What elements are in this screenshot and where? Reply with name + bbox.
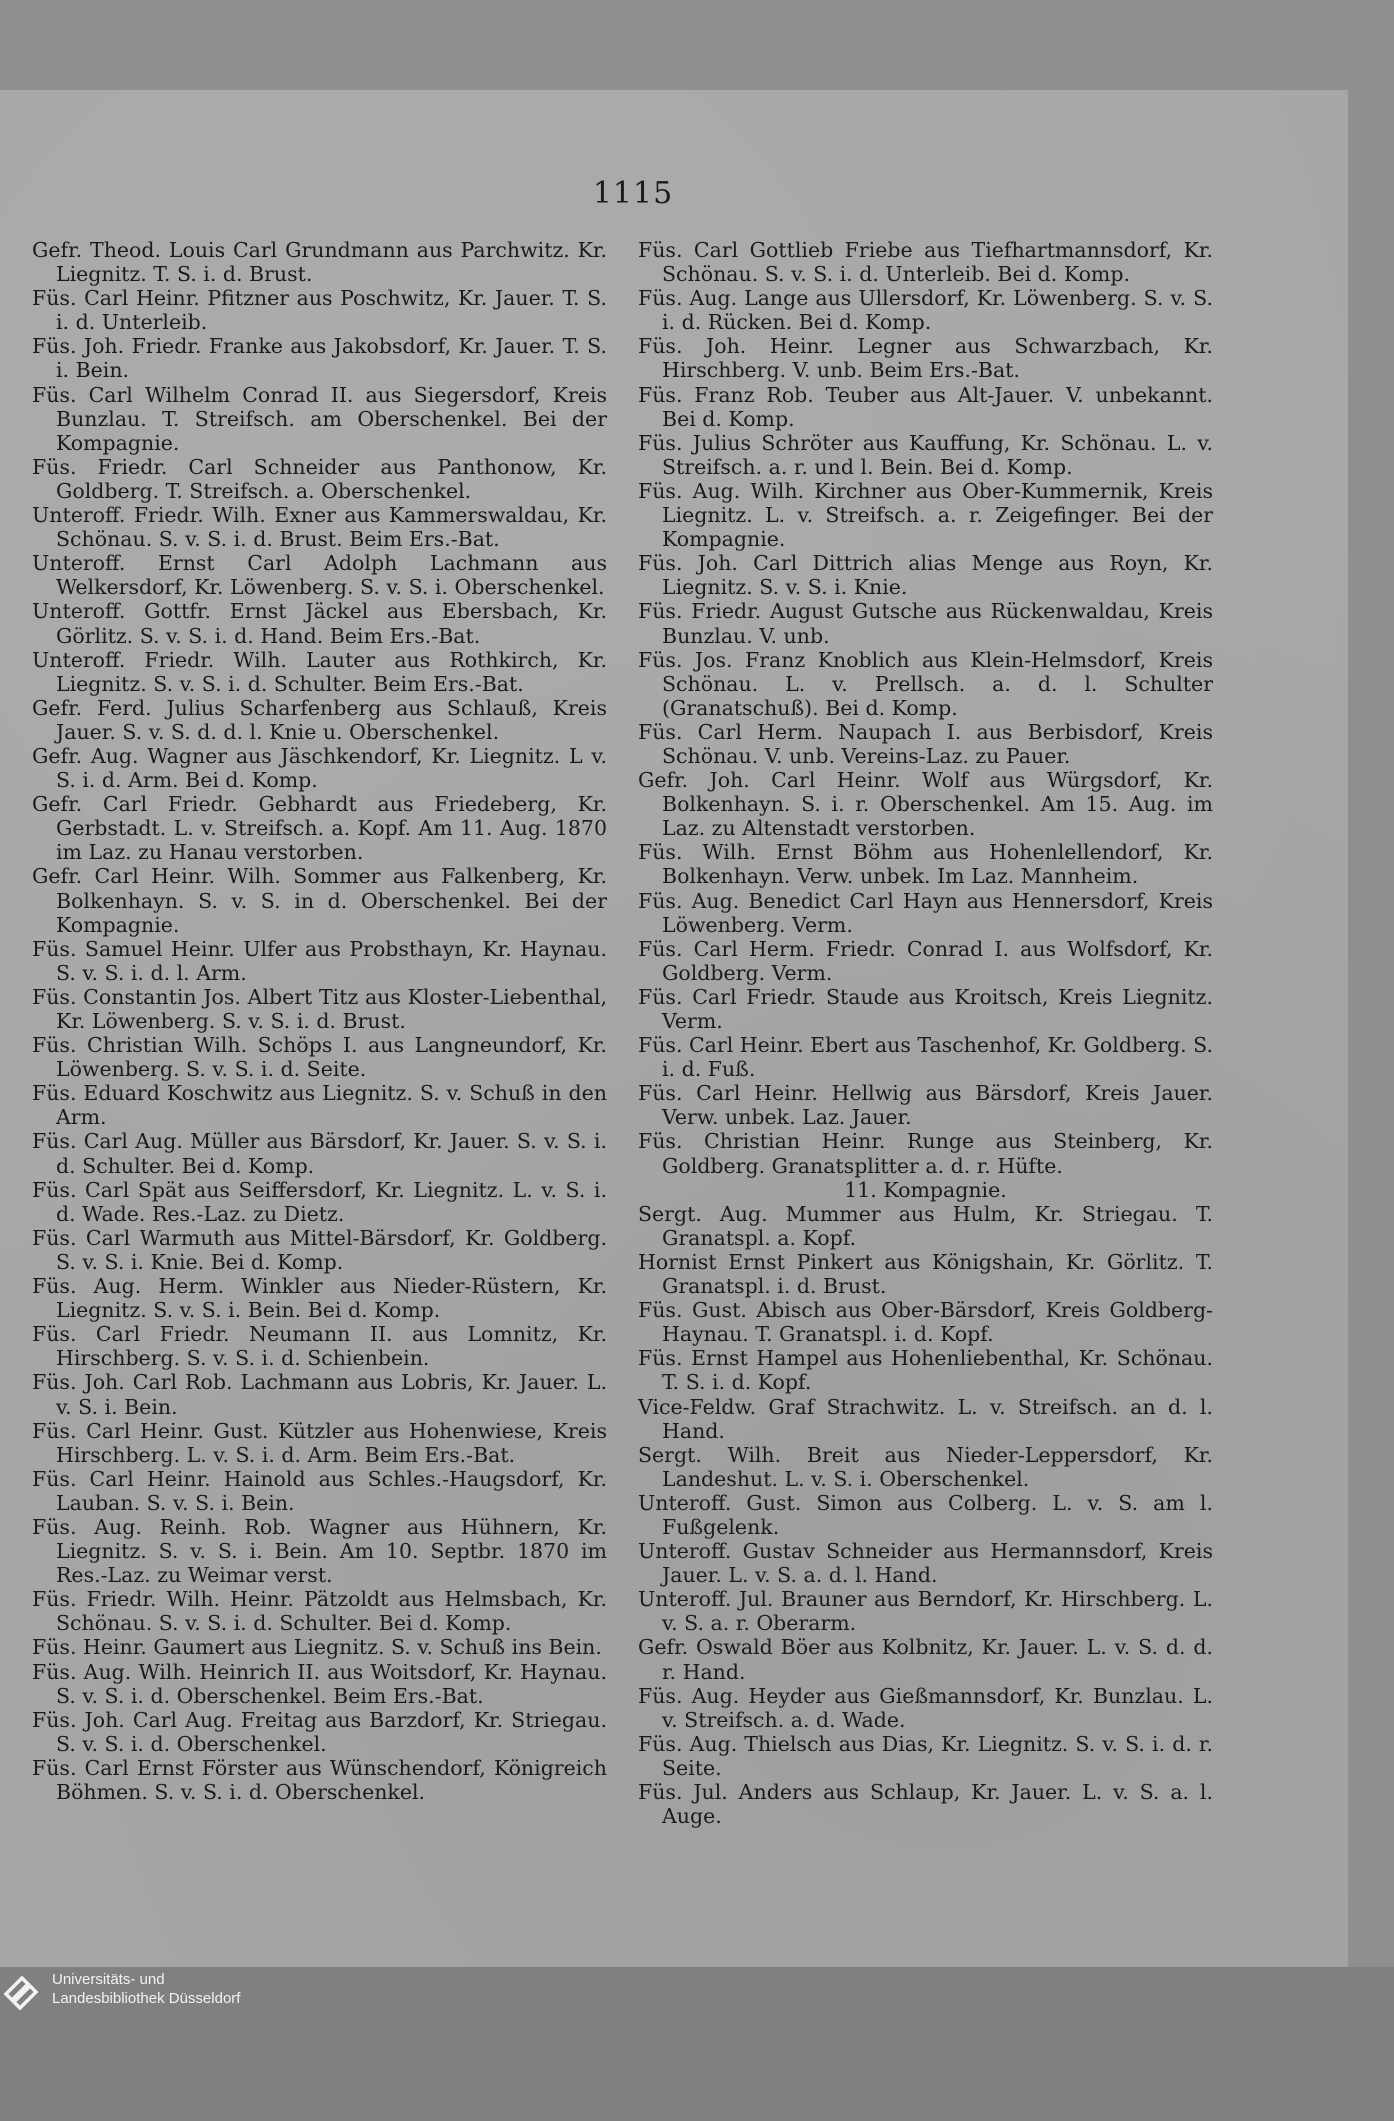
list-item: Füs. Carl Herm. Naupach I. aus Berbisdorf, Kreis Schönau. V. unb. Vereins-Laz. zu Pauer.: [638, 719, 1213, 768]
library-logo-icon: [2, 1970, 48, 2016]
list-item: Unteroff. Gottfr. Ernst Jäckel aus Ebersbach, Kr. Görlitz. S. v. S. i. d. Hand. Beim Ers.-Bat.: [32, 599, 607, 648]
page-number: 1115: [592, 176, 674, 211]
list-item: Füs. Carl Ernst Förster aus Wünschendorf, Königreich Böhmen. S. v. S. i. d. Oberschenkel.: [32, 1755, 607, 1804]
list-item: Gefr. Aug. Wagner aus Jäschkendorf, Kr. Liegnitz. L v. S. i. d. Arm. Bei d. Komp.: [32, 743, 607, 793]
list-item: Füs. Aug. Lange aus Ullersdorf, Kr. Löwenberg. S. v. S. i. d. Rücken. Bei d. Komp.: [638, 286, 1213, 335]
list-item: Sergt. Aug. Mummer aus Hulm, Kr. Striegau. T. Granatspl. a. Kopf.: [638, 1201, 1213, 1250]
list-item: Füs. Carl Aug. Müller aus Bärsdorf, Kr. Jauer. S. v. S. i. d. Schulter. Bei d. Komp.: [32, 1129, 607, 1178]
document-page: [0, 90, 1348, 1970]
list-item: Unteroff. Friedr. Wilh. Lauter aus Rothkirch, Kr. Liegnitz. S. v. S. i. d. Schulter. Beim Ers.-Bat.: [32, 647, 607, 696]
list-item: Füs. Carl Warmuth aus Mittel-Bärsdorf, Kr. Goldberg. S. v. S. i. Knie. Bei d. Komp.: [32, 1225, 607, 1274]
list-item: Unteroff. Jul. Brauner aus Berndorf, Kr. Hirschberg. L. v. S. a. r. Oberarm.: [638, 1587, 1213, 1636]
list-item: Unteroff. Gust. Simon aus Colberg. L. v. S. am l. Fußgelenk.: [638, 1490, 1213, 1539]
list-item: Füs. Joh. Carl Rob. Lachmann aus Lobris, Kr. Jauer. L. v. S. i. Bein.: [32, 1370, 607, 1419]
list-item: Füs. Constantin Jos. Albert Titz aus Kloster-Liebenthal, Kr. Löwenberg. S. v. S. i. d. Brust.: [32, 984, 607, 1033]
list-item: Hornist Ernst Pinkert aus Königshain, Kr. Görlitz. T. Granatspl. i. d. Brust.: [638, 1249, 1213, 1299]
list-item: Füs. Aug. Benedict Carl Hayn aus Hennersdorf, Kreis Löwenberg. Verm.: [638, 888, 1213, 937]
list-item: Füs. Joh. Heinr. Legner aus Schwarzbach, Kr. Hirschberg. V. unb. Beim Ers.-Bat.: [638, 334, 1213, 383]
list-item: Füs. Jul. Anders aus Schlaup, Kr. Jauer. L. v. S. a. l. Auge.: [638, 1780, 1213, 1829]
list-item: Unteroff. Friedr. Wilh. Exner aus Kammerswaldau, Kr. Schönau. S. v. S. i. d. Brust. Beim Ers.-Bat.: [32, 503, 607, 552]
list-item: Unteroff. Ernst Carl Adolph Lachmann aus Welkersdorf, Kr. Löwenberg. S. v. S. i. Oberschenkel.: [32, 551, 607, 600]
list-item: Füs. Christian Wilh. Schöps I. aus Langneundorf, Kr. Löwenberg. S. v. S. i. d. Seite.: [32, 1033, 607, 1082]
list-item: Füs. Carl Herm. Friedr. Conrad I. aus Wolfsdorf, Kr. Goldberg. Verm.: [638, 936, 1213, 985]
library-name-line1: Universitäts- und: [52, 1971, 165, 1988]
list-item: Füs. Friedr. Carl Schneider aus Panthonow, Kr. Goldberg. T. Streifsch. a. Oberschenkel.: [32, 454, 607, 503]
list-item: Füs. Carl Heinr. Hainold aus Schles.-Haugsdorf, Kr. Lauban. S. v. S. i. Bein.: [32, 1466, 607, 1515]
list-item: Füs. Carl Friedr. Staude aus Kroitsch, Kreis Liegnitz. Verm.: [638, 984, 1213, 1033]
list-item: Füs. Joh. Friedr. Franke aus Jakobsdorf, Kr. Jauer. T. S. i. Bein.: [32, 334, 607, 383]
list-item: Füs. Carl Heinr. Hellwig aus Bärsdorf, Kreis Jauer. Verw. unbek. Laz. Jauer.: [638, 1081, 1213, 1130]
list-item: Füs. Christian Heinr. Runge aus Steinberg, Kr. Goldberg. Granatsplitter a. d. r. Hüfte.: [638, 1129, 1213, 1178]
list-item: Gefr. Carl Heinr. Wilh. Sommer aus Falkenberg, Kr. Bolkenhayn. S. v. S. in d. Oberschenkel. Bei der Kompagnie.: [32, 864, 607, 937]
left-column: [32, 238, 607, 1804]
list-item: Füs. Carl Friedr. Neumann II. aus Lomnitz, Kr. Hirschberg. S. v. S. i. d. Schienbein.: [32, 1322, 607, 1371]
list-item: Füs. Carl Wilhelm Conrad II. aus Siegersdorf, Kreis Bunzlau. T. Streifsch. am Oberschenkel. Bei der Kompagnie.: [32, 382, 607, 455]
list-item: Füs. Wilh. Ernst Böhm aus Hohenlellendorf, Kr. Bolkenhayn. Verw. unbek. Im Laz. Mannheim.: [638, 840, 1213, 889]
list-item: Füs. Friedr. Wilh. Heinr. Pätzoldt aus Helmsbach, Kr. Schönau. S. v. S. i. d. Schulter. Bei d. Komp.: [32, 1587, 607, 1636]
list-item: Füs. Carl Heinr. Ebert aus Taschenhof, Kr. Goldberg. S. i. d. Fuß.: [638, 1033, 1213, 1082]
list-item: Füs. Ernst Hampel aus Hohenliebenthal, Kr. Schönau. T. S. i. d. Kopf.: [638, 1346, 1213, 1395]
list-item: Füs. Aug. Wilh. Kirchner aus Ober-Kummernik, Kreis Liegnitz. L. v. Streifsch. a. r. Zeigefinger. Bei der Kompagnie.: [638, 478, 1213, 552]
list-item: Füs. Aug. Thielsch aus Dias, Kr. Liegnitz. S. v. S. i. d. r. Seite.: [638, 1731, 1213, 1780]
list-item: Füs. Heinr. Gaumert aus Liegnitz. S. v. Schuß ins Bein.: [32, 1635, 602, 1660]
list-item: Füs. Julius Schröter aus Kauffung, Kr. Schönau. L. v. Streifsch. a. r. und l. Bein. Bei d. Komp.: [638, 430, 1213, 479]
list-item: Füs. Aug. Reinh. Rob. Wagner aus Hühnern, Kr. Liegnitz. S. v. S. i. Bein. Am 10. Septbr. 1870 im Res.-Laz. zu Weimar verst.: [32, 1514, 607, 1588]
list-item: Gefr. Carl Friedr. Gebhardt aus Friedeberg, Kr. Gerbstadt. L. v. Streifsch. a. Kopf. Am 11. Aug. 1870 im Laz. zu Hanau verstorben.: [32, 792, 607, 865]
library-name-line2: Landesbibliothek Düsseldorf: [52, 1990, 241, 2007]
list-item: Füs. Samuel Heinr. Ulfer aus Probsthayn, Kr. Haynau. S. v. S. i. d. l. Arm.: [32, 936, 607, 985]
list-item: Gefr. Oswald Böer aus Kolbnitz, Kr. Jauer. L. v. S. d. d. r. Hand.: [638, 1635, 1213, 1684]
section-heading: 11. Kompagnie.: [844, 1177, 1007, 1202]
list-item: Füs. Carl Heinr. Pfitzner aus Poschwitz, Kr. Jauer. T. S. i. d. Unterleib.: [32, 286, 607, 335]
list-item: Unteroff. Gustav Schneider aus Hermannsdorf, Kreis Jauer. L. v. S. a. d. l. Hand.: [638, 1539, 1213, 1588]
list-item: Füs. Carl Heinr. Gust. Kützler aus Hohenwiese, Kreis Hirschberg. L. v. S. i. d. Arm. Beim Ers.-Bat.: [32, 1418, 607, 1467]
list-item: Füs. Joh. Carl Dittrich alias Menge aus Royn, Kr. Liegnitz. S. v. S. i. Knie.: [638, 551, 1213, 600]
list-item: Füs. Gust. Abisch aus Ober-Bärsdorf, Kreis Goldberg-Haynau. T. Granatspl. i. d. Kopf.: [638, 1298, 1213, 1347]
list-item: Gefr. Theod. Louis Carl Grundmann aus Parchwitz. Kr. Liegnitz. T. S. i. d. Brust.: [32, 238, 607, 287]
list-item: Füs. Aug. Wilh. Heinrich II. aus Woitsdorf, Kr. Haynau. S. v. S. i. d. Oberschenkel. Beim Ers.-Bat.: [32, 1659, 607, 1708]
list-item: Füs. Aug. Herm. Winkler aus Nieder-Rüstern, Kr. Liegnitz. S. v. S. i. Bein. Bei d. Komp.: [32, 1274, 607, 1323]
list-item: Füs. Joh. Carl Aug. Freitag aus Barzdorf, Kr. Striegau. S. v. S. i. d. Oberschenkel.: [32, 1707, 607, 1756]
list-item: Füs. Jos. Franz Knoblich aus Klein-Helmsdorf, Kreis Schönau. L. v. Prellsch. a. d. l. Schulter (Granatschuß). Bei d. Komp.: [638, 647, 1213, 720]
list-item: Füs. Carl Gottlieb Friebe aus Tiefhartmannsdorf, Kr. Schönau. S. v. S. i. d. Unterleib. Bei d. Komp.: [638, 238, 1213, 287]
list-item: Füs. Eduard Koschwitz aus Liegnitz. S. v. Schuß in den Arm.: [32, 1081, 607, 1130]
list-item: Füs. Aug. Heyder aus Gießmannsdorf, Kr. Bunzlau. L. v. Streifsch. a. d. Wade.: [638, 1683, 1213, 1732]
right-column: [638, 238, 1213, 1828]
list-item: Gefr. Joh. Carl Heinr. Wolf aus Würgsdorf, Kr. Bolkenhayn. S. i. r. Oberschenkel. Am 15. Aug. im Laz. zu Altenstadt verstorben.: [638, 768, 1213, 841]
list-item: Vice-Feldw. Graf Strachwitz. L. v. Streifsch. an d. l. Hand.: [638, 1394, 1213, 1443]
list-item: Sergt. Wilh. Breit aus Nieder-Leppersdorf, Kr. Landeshut. L. v. S. i. Oberschenkel.: [638, 1442, 1213, 1491]
list-item: Füs. Franz Rob. Teuber aus Alt-Jauer. V. unbekannt. Bei d. Komp.: [638, 382, 1213, 431]
list-item: Füs. Carl Spät aus Seiffersdorf, Kr. Liegnitz. L. v. S. i. d. Wade. Res.-Laz. zu Dietz.: [32, 1177, 607, 1226]
list-item: Gefr. Ferd. Julius Scharfenberg aus Schlauß, Kreis Jauer. S. v. S. d. d. l. Knie u. Oberschenkel.: [32, 695, 607, 744]
library-name: [52, 1970, 240, 2008]
list-item: Füs. Friedr. August Gutsche aus Rückenwaldau, Kreis Bunzlau. V. unb.: [638, 599, 1213, 648]
